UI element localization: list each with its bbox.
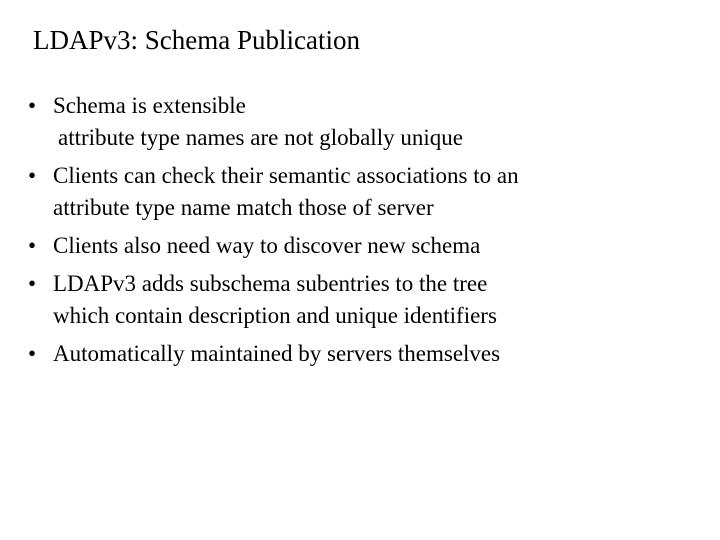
bullet-item-clients-discover <box>28 230 708 262</box>
bullet-text-continuation: which contain description and unique identifiers <box>53 303 497 328</box>
bullet-item-clients-check <box>28 160 708 224</box>
bullet-icon: • <box>28 341 37 366</box>
bullet-item-automatically-maintained <box>28 338 708 370</box>
bullet-text: Automatically maintained by servers themselves <box>53 341 501 366</box>
bullet-text: Clients can check their semantic associations to an <box>53 163 519 188</box>
bullet-item-subschema-subentries <box>28 268 708 332</box>
bullet-text: Schema is extensible <box>53 93 246 118</box>
bullet-icon: • <box>28 271 37 296</box>
bullet-text-continuation: attribute type names are not globally unique <box>58 125 463 150</box>
bullet-text-continuation: attribute type name match those of server <box>53 195 434 220</box>
bullet-icon: • <box>28 233 37 258</box>
slide-title: LDAPv3: Schema Publication <box>33 25 360 55</box>
bullet-icon: • <box>28 93 37 118</box>
bullet-list <box>28 90 708 376</box>
bullet-item-schema-extensible <box>28 90 708 154</box>
bullet-text: Clients also need way to discover new schema <box>53 233 481 258</box>
bullet-text: LDAPv3 adds subschema subentries to the tree <box>53 271 488 296</box>
bullet-icon: • <box>28 163 37 188</box>
